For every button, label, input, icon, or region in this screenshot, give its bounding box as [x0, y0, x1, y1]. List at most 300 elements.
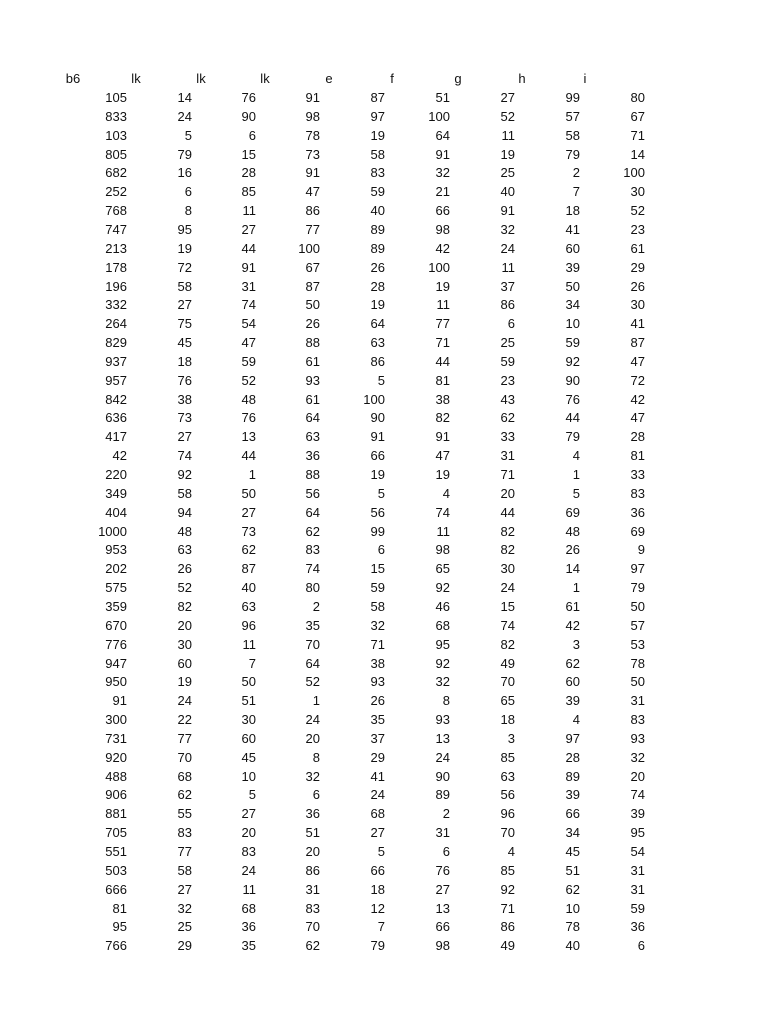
table-cell: 20	[305, 844, 320, 859]
table-cell: 83	[305, 542, 320, 558]
table-cell: 1	[312, 693, 320, 709]
table-cell: 42	[565, 617, 580, 633]
table-cell: 551	[105, 844, 127, 859]
table-row	[0, 503, 768, 522]
table-cell: 78	[565, 919, 580, 935]
table-cell: 27	[500, 90, 515, 105]
table-cell: 51	[241, 693, 256, 709]
table-cell: 85	[241, 184, 256, 200]
table-cell: 40	[370, 203, 385, 219]
table-cell: 39	[565, 787, 580, 803]
table-cell: 74	[630, 787, 645, 803]
table-cell: 31	[630, 881, 645, 897]
table-cell: 7	[377, 919, 385, 935]
table-row	[0, 804, 768, 823]
table-cell: 27	[241, 504, 256, 520]
table-cell: 16	[177, 165, 192, 181]
table-cell: 32	[370, 617, 385, 633]
table-cell: 97	[370, 108, 385, 124]
table-row	[0, 484, 768, 503]
table-cell: 95	[112, 919, 127, 935]
table-cell: 75	[177, 316, 192, 332]
table-cell: 78	[305, 127, 320, 143]
table-cell: 27	[177, 881, 192, 897]
table-row	[0, 578, 768, 597]
table-cell: 53	[630, 636, 645, 652]
table-cell: 71	[500, 467, 515, 482]
table-row	[0, 710, 768, 729]
table-cell: 62	[565, 655, 580, 671]
table-cell: 30	[630, 297, 645, 313]
table-cell: 62	[305, 523, 320, 539]
table-row	[0, 917, 768, 936]
table-cell: 25	[500, 165, 515, 181]
table-cell: 18	[370, 881, 385, 897]
table-cell: 91	[435, 146, 450, 162]
table-cell: 28	[370, 278, 385, 294]
table-cell: 62	[305, 938, 320, 954]
table-cell: 93	[370, 674, 385, 690]
table-cell: 44	[435, 353, 450, 369]
table-cell: 29	[630, 259, 645, 275]
table-cell: 91	[305, 90, 320, 105]
table-cell: 51	[565, 862, 580, 878]
header-cell: f	[390, 71, 394, 86]
table-cell: 89	[370, 240, 385, 256]
table-cell: 670	[105, 617, 127, 633]
table-cell: 52	[241, 372, 256, 388]
header-cell: lk	[196, 71, 206, 86]
table-cell: 88	[305, 335, 320, 351]
table-row	[0, 880, 768, 899]
table-cell: 27	[177, 429, 192, 445]
table-cell: 3	[507, 730, 515, 746]
table-cell: 90	[241, 108, 256, 124]
table-cell: 13	[435, 900, 450, 916]
table-cell: 82	[500, 523, 515, 539]
table-cell: 32	[500, 221, 515, 237]
table-cell: 49	[500, 938, 515, 954]
table-cell: 63	[500, 768, 515, 784]
table-cell: 404	[105, 504, 127, 520]
table-cell: 26	[177, 561, 192, 577]
header-cell: e	[325, 71, 333, 86]
table-cell: 12	[370, 900, 385, 916]
table-cell: 48	[241, 391, 256, 407]
table-cell: 71	[370, 636, 385, 652]
table-cell: 76	[241, 90, 256, 105]
table-cell: 20	[241, 825, 256, 841]
table-cell: 28	[241, 165, 256, 181]
table-cell: 60	[565, 240, 580, 256]
table-cell: 91	[305, 165, 320, 181]
table-cell: 41	[630, 316, 645, 332]
table-cell: 95	[630, 825, 645, 841]
table-cell: 20	[305, 730, 320, 746]
table-cell: 11	[501, 127, 515, 143]
table-cell: 76	[177, 372, 192, 388]
table-cell: 666	[105, 881, 127, 897]
table-cell: 50	[241, 674, 256, 690]
table-cell: 575	[105, 580, 127, 596]
table-row	[0, 540, 768, 559]
table-cell: 87	[305, 278, 320, 294]
table-row	[0, 352, 768, 371]
table-cell: 50	[305, 297, 320, 313]
table-cell: 70	[500, 674, 515, 690]
table-cell: 42	[435, 240, 450, 256]
table-cell: 44	[500, 504, 515, 520]
table-cell: 488	[105, 768, 127, 784]
table-cell: 36	[630, 919, 645, 935]
table-cell: 89	[370, 221, 385, 237]
table-row	[0, 239, 768, 258]
table-cell: 92	[500, 881, 515, 897]
table-cell: 79	[565, 146, 580, 162]
table-cell: 70	[305, 636, 320, 652]
table-cell: 6	[248, 127, 256, 143]
table-cell: 3	[572, 636, 580, 652]
table-cell: 64	[305, 655, 320, 671]
table-cell: 74	[500, 617, 515, 633]
table-cell: 77	[177, 730, 192, 746]
table-cell: 19	[177, 240, 192, 256]
table-cell: 65	[500, 693, 515, 709]
table-cell: 5	[572, 485, 580, 501]
table-cell: 80	[305, 580, 320, 596]
table-cell: 60	[177, 655, 192, 671]
table-cell: 11	[242, 881, 256, 897]
table-cell: 48	[565, 523, 580, 539]
table-cell: 920	[105, 749, 127, 765]
table-cell: 89	[565, 768, 580, 784]
table-cell: 92	[435, 655, 450, 671]
table-cell: 99	[565, 90, 580, 105]
table-cell: 62	[177, 787, 192, 803]
table-cell: 1	[248, 467, 256, 482]
table-cell: 2	[312, 598, 320, 614]
table-cell: 69	[565, 504, 580, 520]
table-cell: 37	[370, 730, 385, 746]
table-cell: 11	[436, 523, 450, 539]
table-cell: 23	[500, 372, 515, 388]
table-cell: 26	[370, 693, 385, 709]
table-cell: 52	[630, 203, 645, 219]
table-cell: 56	[305, 485, 320, 501]
table-cell: 72	[177, 259, 192, 275]
table-cell: 22	[177, 712, 192, 728]
table-cell: 24	[241, 862, 256, 878]
table-cell: 10	[565, 316, 580, 332]
table-cell: 57	[565, 108, 580, 124]
table-cell: 14	[565, 561, 580, 577]
table-cell: 68	[435, 617, 450, 633]
table-cell: 4	[442, 485, 450, 501]
table-cell: 30	[177, 636, 192, 652]
table-cell: 50	[630, 598, 645, 614]
table-cell: 5	[377, 485, 385, 501]
table-cell: 97	[565, 730, 580, 746]
table-row	[0, 522, 768, 541]
table-cell: 62	[565, 881, 580, 897]
table-cell: 87	[241, 561, 256, 577]
header-cell: lk	[131, 71, 141, 86]
table-cell: 34	[565, 825, 580, 841]
table-cell: 93	[305, 372, 320, 388]
table-cell: 636	[105, 410, 127, 426]
table-cell: 937	[105, 353, 127, 369]
table-cell: 947	[105, 655, 127, 671]
table-cell: 61	[565, 598, 580, 614]
table-cell: 68	[241, 900, 256, 916]
table-cell: 66	[435, 919, 450, 935]
table-cell: 19	[370, 127, 385, 143]
table-cell: 7	[572, 184, 580, 200]
table-cell: 66	[370, 862, 385, 878]
table-cell: 5	[184, 127, 192, 143]
table-cell: 79	[177, 146, 192, 162]
table-cell: 67	[630, 108, 645, 124]
table-row	[0, 182, 768, 201]
table-cell: 30	[630, 184, 645, 200]
table-cell: 86	[305, 862, 320, 878]
table-cell: 74	[177, 448, 192, 464]
table-cell: 19	[370, 297, 385, 313]
table-cell: 46	[435, 598, 450, 614]
table-cell: 64	[305, 504, 320, 520]
table-cell: 18	[500, 712, 515, 728]
table-row	[0, 691, 768, 710]
table-cell: 32	[305, 768, 320, 784]
table-cell: 81	[435, 372, 450, 388]
table-cell: 842	[105, 391, 127, 407]
table-cell: 54	[241, 316, 256, 332]
table-cell: 44	[241, 448, 256, 464]
table-cell: 91	[370, 429, 385, 445]
table-row	[0, 842, 768, 861]
table-cell: 50	[241, 485, 256, 501]
table-cell: 90	[565, 372, 580, 388]
table-cell: 59	[370, 184, 385, 200]
table-cell: 70	[177, 749, 192, 765]
table-cell: 71	[630, 127, 645, 143]
table-cell: 70	[305, 919, 320, 935]
table-cell: 74	[435, 504, 450, 520]
table-cell: 18	[565, 203, 580, 219]
table-cell: 79	[370, 938, 385, 954]
table-cell: 332	[105, 297, 127, 313]
table-cell: 10	[565, 900, 580, 916]
table-cell: 71	[500, 900, 515, 916]
table-cell: 39	[565, 259, 580, 275]
table-cell: 264	[105, 316, 127, 332]
table-cell: 35	[305, 617, 320, 633]
table-cell: 91	[241, 259, 256, 275]
header-cell: g	[454, 71, 462, 86]
table-cell: 61	[305, 391, 320, 407]
table-cell: 19	[370, 467, 385, 482]
table-row	[0, 748, 768, 767]
table-cell: 30	[241, 712, 256, 728]
table-cell: 36	[241, 919, 256, 935]
table-cell: 4	[572, 712, 580, 728]
table-cell: 19	[435, 467, 450, 482]
table-cell: 63	[177, 542, 192, 558]
table-cell: 42	[630, 391, 645, 407]
table-cell: 86	[500, 919, 515, 935]
table-cell: 76	[241, 410, 256, 426]
table-cell: 11	[436, 297, 450, 313]
table-cell: 52	[177, 580, 192, 596]
table-row	[0, 126, 768, 145]
table-row	[0, 785, 768, 804]
table-cell: 6	[637, 938, 645, 954]
table-cell: 95	[177, 221, 192, 237]
table-cell: 98	[305, 108, 320, 124]
table-cell: 57	[630, 617, 645, 633]
table-cell: 40	[500, 184, 515, 200]
table-cell: 58	[565, 127, 580, 143]
table-cell: 26	[370, 259, 385, 275]
table-cell: 77	[435, 316, 450, 332]
table-cell: 74	[305, 561, 320, 577]
table-cell: 33	[630, 467, 645, 482]
table-cell: 69	[630, 523, 645, 539]
table-row	[0, 88, 768, 107]
table-row	[0, 936, 768, 955]
table-row	[0, 145, 768, 164]
table-cell: 906	[105, 787, 127, 803]
table-cell: 83	[177, 825, 192, 841]
table-row	[0, 597, 768, 616]
table-cell: 32	[630, 749, 645, 765]
table-cell: 100	[623, 165, 645, 181]
table-cell: 8	[184, 203, 192, 219]
table-cell: 96	[500, 806, 515, 822]
table-cell: 80	[630, 90, 645, 105]
table-cell: 87	[370, 90, 385, 105]
table-cell: 38	[177, 391, 192, 407]
table-cell: 36	[305, 806, 320, 822]
table-cell: 54	[630, 844, 645, 859]
table-cell: 29	[177, 938, 192, 954]
table-cell: 38	[370, 655, 385, 671]
table-cell: 24	[370, 787, 385, 803]
table-cell: 747	[105, 221, 127, 237]
table-cell: 953	[105, 542, 127, 558]
table-cell: 88	[305, 467, 320, 482]
table-cell: 81	[112, 900, 127, 916]
table-cell: 957	[105, 372, 127, 388]
table-cell: 100	[428, 259, 450, 275]
table-row	[0, 729, 768, 748]
table-cell: 6	[442, 844, 450, 859]
table-cell: 52	[500, 108, 515, 124]
table-cell: 68	[370, 806, 385, 822]
table-cell: 91	[435, 429, 450, 445]
table-cell: 5	[377, 372, 385, 388]
table-cell: 32	[435, 165, 450, 181]
table-cell: 68	[177, 768, 192, 784]
table-cell: 59	[630, 900, 645, 916]
table-cell: 65	[435, 561, 450, 577]
table-cell: 24	[500, 240, 515, 256]
table-cell: 24	[305, 712, 320, 728]
table-cell: 252	[105, 184, 127, 200]
table-cell: 60	[241, 730, 256, 746]
table-cell: 47	[630, 410, 645, 426]
table-row	[0, 616, 768, 635]
table-cell: 60	[565, 674, 580, 690]
table-cell: 21	[435, 184, 450, 200]
table-cell: 72	[630, 372, 645, 388]
table-cell: 24	[177, 108, 192, 124]
table-row	[0, 861, 768, 880]
table-cell: 82	[435, 410, 450, 426]
table-cell: 35	[370, 712, 385, 728]
table-row	[0, 635, 768, 654]
table-cell: 105	[105, 90, 127, 105]
table-cell: 91	[112, 693, 127, 709]
table-cell: 15	[500, 598, 515, 614]
table-row	[0, 899, 768, 918]
table-cell: 15	[370, 561, 385, 577]
table-row	[0, 220, 768, 239]
table-cell: 83	[241, 844, 256, 859]
table-cell: 40	[565, 938, 580, 954]
table-cell: 13	[435, 730, 450, 746]
table-cell: 100	[363, 391, 385, 407]
table-cell: 100	[428, 108, 450, 124]
table-cell: 71	[435, 335, 450, 351]
table-cell: 196	[105, 278, 127, 294]
table-cell: 63	[241, 598, 256, 614]
table-row	[0, 277, 768, 296]
table-cell: 59	[370, 580, 385, 596]
table-cell: 92	[565, 353, 580, 369]
table-cell: 349	[105, 485, 127, 501]
table-cell: 59	[500, 353, 515, 369]
table-cell: 6	[507, 316, 515, 332]
table-cell: 77	[305, 221, 320, 237]
table-cell: 39	[565, 693, 580, 709]
table-cell: 31	[241, 278, 256, 294]
table-cell: 79	[630, 580, 645, 596]
table-cell: 417	[105, 429, 127, 445]
table-cell: 85	[500, 749, 515, 765]
table-cell: 20	[500, 485, 515, 501]
table-cell: 32	[435, 674, 450, 690]
table-cell: 64	[435, 127, 450, 143]
table-cell: 27	[241, 806, 256, 822]
table-row	[0, 333, 768, 352]
table-cell: 45	[177, 335, 192, 351]
table-cell: 56	[370, 504, 385, 520]
table-row	[0, 559, 768, 578]
table-cell: 64	[370, 316, 385, 332]
table-cell: 49	[500, 655, 515, 671]
table-cell: 66	[565, 806, 580, 822]
table-cell: 682	[105, 165, 127, 181]
table-cell: 83	[630, 485, 645, 501]
table-row	[0, 767, 768, 786]
table-cell: 85	[500, 862, 515, 878]
table-row	[0, 390, 768, 409]
table-cell: 86	[305, 203, 320, 219]
table-cell: 97	[630, 561, 645, 577]
table-cell: 36	[630, 504, 645, 520]
table-cell: 86	[500, 297, 515, 313]
